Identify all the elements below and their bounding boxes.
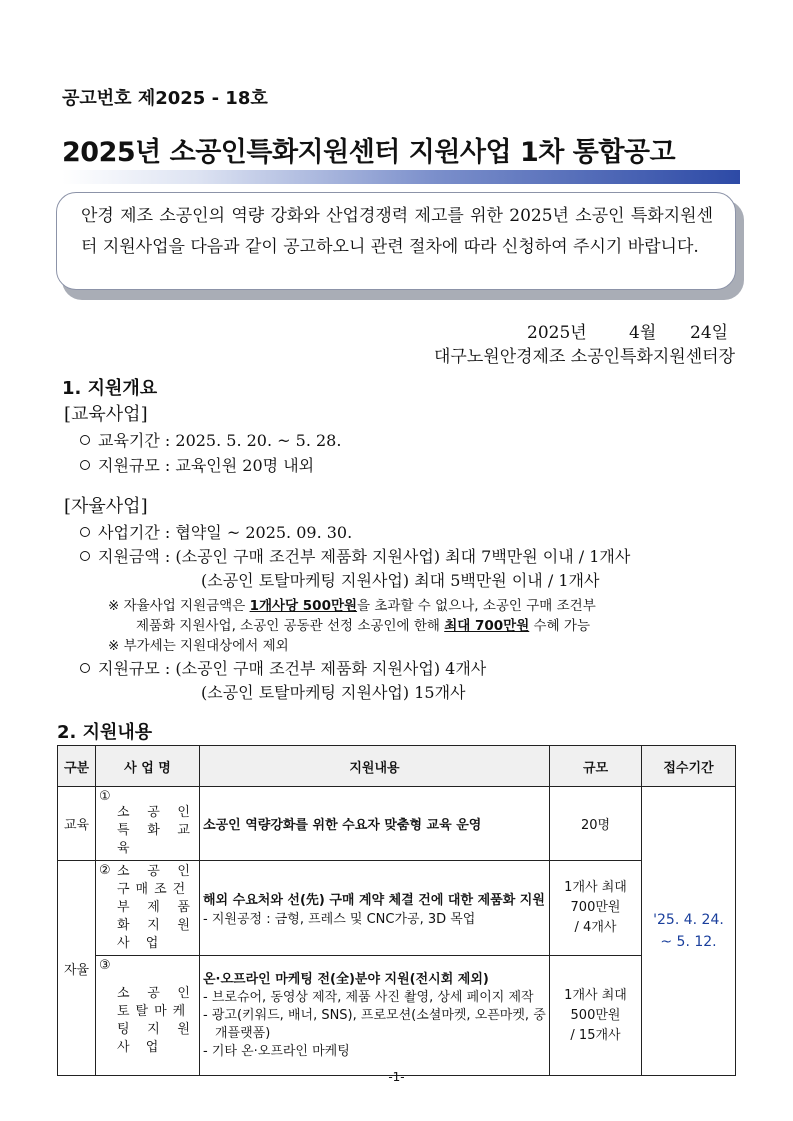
program-name-cell (96, 787, 200, 861)
title-underline-bar (62, 170, 740, 184)
self-scale-2: (소공인 토탈마케팅 지원사업) 15개사 (201, 683, 466, 702)
group-cell: 교육 (58, 787, 96, 861)
support-table (57, 745, 736, 1076)
section1-heading: 1. 지원개요 (62, 378, 158, 399)
program-number: ② (99, 863, 111, 878)
content-sub: - 기타 온·오프라인 마케팅 (203, 1043, 350, 1059)
scale-line: 1개사 최대 (564, 880, 627, 895)
table-header: 지원내용 (200, 746, 550, 787)
bullet-icon (80, 527, 90, 537)
self-amount-2: (소공인 토탈마케팅 지원사업) 최대 5백만원 이내 / 1개사 (201, 571, 600, 590)
group-cell: 자율 (58, 861, 96, 1076)
content-main: 해외 수요처와 선(先) 구매 계약 체결 건에 대한 제품화 지원 (203, 893, 545, 908)
content-sub: - 지원공정 : 금형, 프레스 및 CNC가공, 3D 목업 (203, 912, 476, 927)
program-name: 소 공 인 토탈마케팅 지 원 사 업 (117, 986, 196, 1055)
scale-line: 700만원 (570, 900, 621, 915)
program-name-cell (96, 956, 200, 1076)
program-number: ① (99, 789, 111, 804)
scale-cell (550, 861, 642, 956)
edu-period: 교육기간 : 2025. 5. 20. ~ 5. 28. (80, 428, 341, 451)
table-header: 규모 (550, 746, 642, 787)
self-amount-1: 지원금액 : (소공인 구매 조건부 제품화 지원사업) 최대 7백만원 이내 / 1개사 (80, 544, 630, 567)
bullet-icon (80, 663, 90, 673)
self-heading: [자율사업] (64, 496, 148, 517)
page-title: 2025년 소공인특화지원센터 지원사업 1차 통합공고 (62, 137, 676, 168)
table-header: 접수기간 (642, 746, 736, 787)
date-day: 24일 (690, 323, 729, 343)
content-cell (200, 956, 550, 1076)
table-row (58, 861, 736, 956)
program-number: ③ (99, 958, 111, 973)
intro-box (56, 192, 736, 290)
program-name: 소 공 인 구매조건부 제 품 화 지 원 사 업 (117, 864, 196, 951)
scale-line: / 15개사 (570, 1027, 621, 1043)
content-cell: 소공인 역량강화를 위한 수요자 맞춤형 교육 운영 (200, 787, 550, 861)
self-period: 사업기간 : 협약일 ~ 2025. 09. 30. (80, 520, 352, 543)
content-sub: - 광고(키워드, 배너, SNS), 프로모션(소셜마켓, 오픈마켓, 중개플랫폼) (203, 1007, 546, 1041)
scale-line: 1개사 최대 (564, 987, 627, 1003)
scale-cell (550, 956, 642, 1076)
page-number: -1- (388, 1070, 405, 1084)
content-sub: - 브로슈어, 동영상 제작, 제품 사진 촬영, 상세 페이지 제작 (203, 989, 534, 1005)
scale-line: / 4개사 (574, 920, 617, 935)
self-note-1: ※ 자율사업 지원금액은 1개사당 500만원을 초과할 수 없으나, 소공인 구매 조건부 (108, 598, 596, 614)
period-start: '25. 4. 24. (653, 912, 724, 928)
program-name: 소 공 인 특 화 교 육 (117, 805, 196, 856)
content-main: 온·오프라인 마케팅 전(全)분야 지원(전시회 제외) (203, 971, 489, 987)
edu-heading: [교육사업] (64, 404, 148, 425)
notice-number: 공고번호 제2025 - 18호 (62, 88, 268, 109)
self-note-3: ※ 부가세는 지원대상에서 제외 (108, 638, 289, 654)
date-year: 2025년 (527, 323, 587, 343)
period-end: ~ 5. 12. (660, 934, 717, 950)
self-note-2: 제품화 지원사업, 소공인 공동관 선정 소공인에 한해 최대 700만원 수혜 가능 (136, 618, 590, 634)
content-cell (200, 861, 550, 956)
table-header: 사 업 명 (96, 746, 200, 787)
scale-line: 500만원 (570, 1007, 621, 1023)
table-header-row (58, 746, 736, 787)
self-scale-1: 지원규모 : (소공인 구매 조건부 제품화 지원사업) 4개사 (80, 656, 486, 679)
date-month: 4월 (629, 323, 657, 343)
application-period-cell (642, 787, 736, 1076)
intro-text: 안경 제조 소공인의 역량 강화와 산업경쟁력 제고를 위한 2025년 소공인 특화지원센터 지원사업을 다음과 같이 공고하오니 관련 절차에 따라 신청하여 주시기 바랍니다. (81, 206, 713, 257)
program-name-cell (96, 861, 200, 956)
table-header: 구분 (58, 746, 96, 787)
issuer: 대구노원안경제조 소공인특화지원센터장 (434, 347, 735, 367)
table-row (58, 787, 736, 861)
scale-cell: 20명 (550, 787, 642, 861)
edu-scale: 지원규모 : 교육인원 20명 내외 (80, 453, 314, 476)
bullet-icon (80, 460, 90, 470)
bullet-icon (80, 435, 90, 445)
section2-heading: 2. 지원내용 (57, 722, 153, 743)
bullet-icon (80, 551, 90, 561)
table-row (58, 956, 736, 1076)
